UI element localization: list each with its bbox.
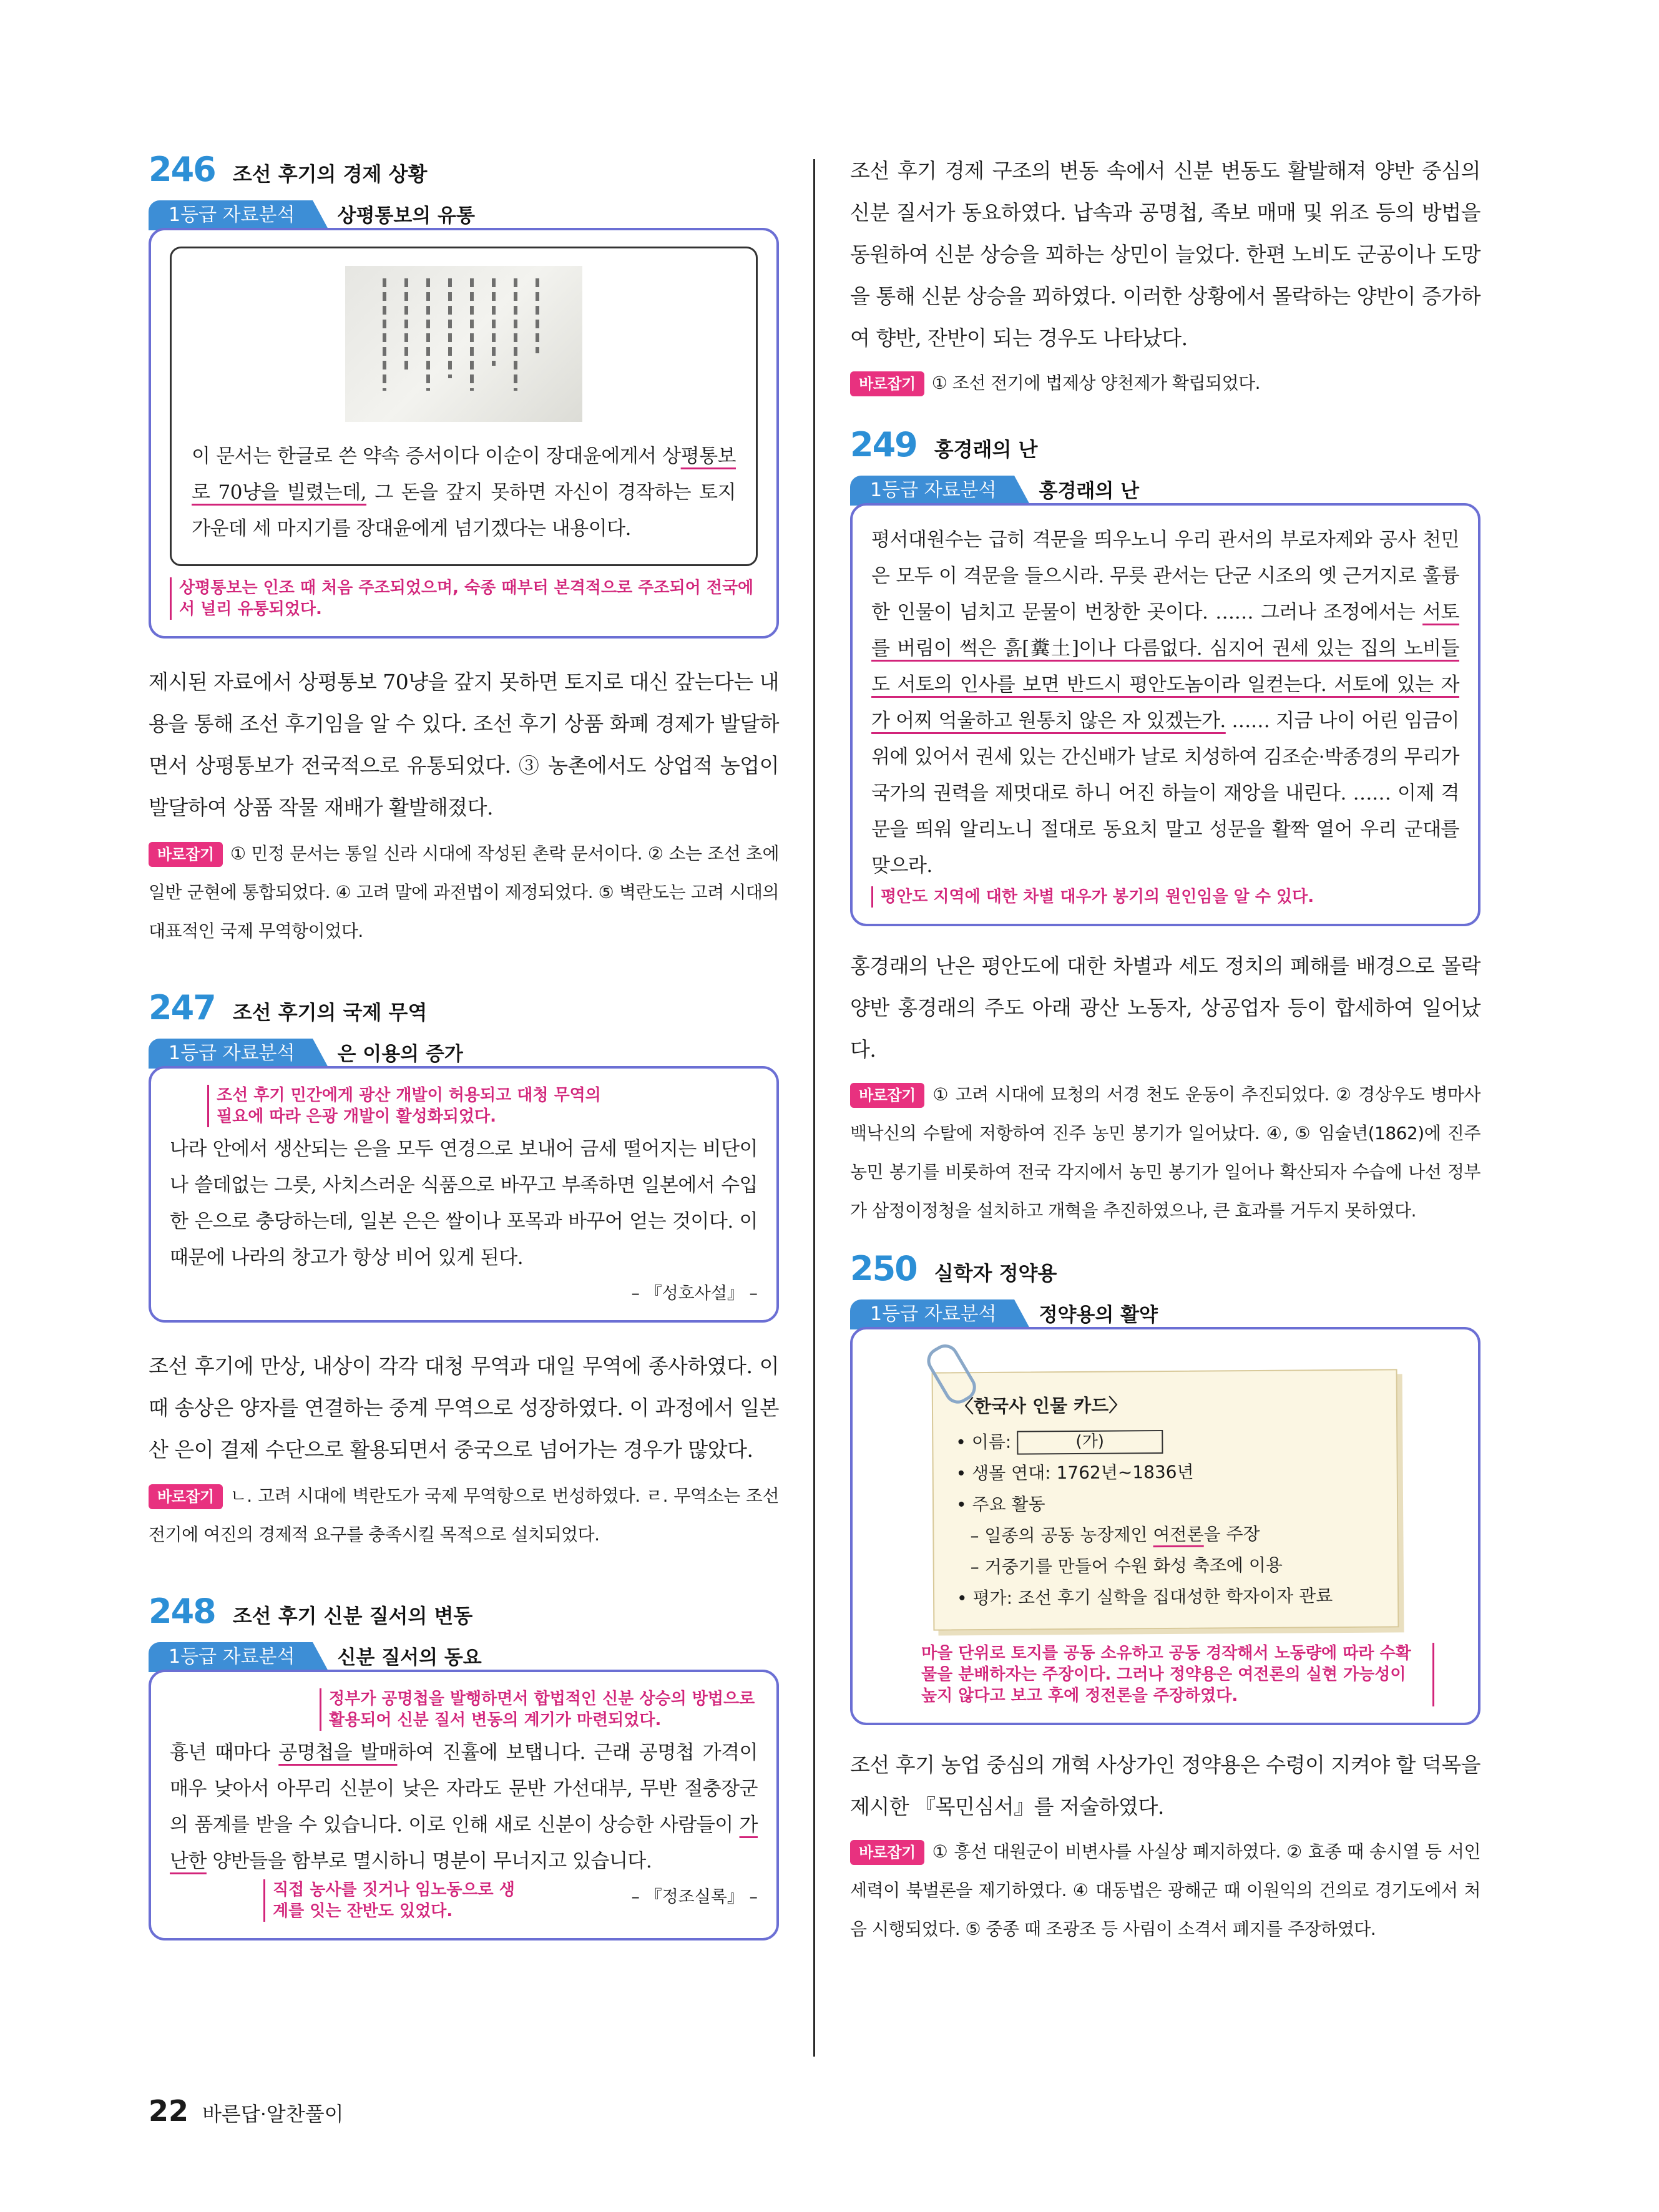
question-250	[850, 1249, 1480, 1949]
name-blank: (가)	[1017, 1430, 1163, 1455]
correction-badge: 바로잡기	[850, 1840, 924, 1865]
annotation-note: 마을 단위로 토지를 공동 소유하고 공동 경작해서 노동량에 따라 수확물을 분배하자는 주장이다. 그러나 정약용은 여전론의 실현 가능성이 높지 않다고 보고 후에 정전론을 주장하였다.	[921, 1643, 1434, 1706]
question-title: 조선 후기 신분 질서의 변동	[232, 1604, 473, 1628]
explanation-text: 조선 후기 농업 중심의 개혁 사상가인 정약용은 수령이 지켜야 할 덕목을 제시한 『목민심서』를 저술하였다.	[850, 1753, 1480, 1819]
q248-correction-block	[850, 364, 1480, 403]
source-quote: 평서대원수는 급히 격문을 띄우노니 우리 관서의 부로자제와 공사 천민은 모두 이 격문을 들으시라. 무릇 관서는 단군 시조의 옛 근거지로 훌륭한 인물이 넘치고 문물이 번창한 곳이다. …… 그러나 조정에서는 서토를 버림이 썩은 흙[糞土]이나 다름없다. 심지어 권세 있는 집의 노비들도 서토의 인사를 보면 반드시 평안도놈이라 일컫는다. 서토에 있는 자가 어찌 억울하고 원통치 않은 자 있겠는가. …… 지금 나이 어린 임금이 위에 있어서 권세 있는 간신배가 날로 치성하여 김조순·박종경의 무리가 국가의 권력을 제멋대로 하니 어진 하늘이 재앙을 내린다. …… 이제 격문을 띄워 알리노니 절대로 동요치 말고 성문을 활짝 열어 우리 군대를 맞으라.	[871, 529, 1459, 877]
analysis-box	[149, 1066, 779, 1323]
correction-badge: 바로잡기	[149, 842, 223, 867]
question-number: 249	[850, 425, 917, 464]
analysis-tag: 1등급 자료분석	[149, 1039, 313, 1069]
question-number: 247	[149, 988, 215, 1027]
correction-text: ① 흥선 대원군이 비변사를 사실상 폐지하였다. ② 효종 때 송시열 등 서인 세력이 북벌론을 제기하였다. ④ 대동법은 광해군 때 이원익의 건의로 경기도에서 처음 시행되었다. ⑤ 중종 때 조광조 등 사림이 소격서 폐지를 주장하였다.	[850, 1841, 1480, 1939]
analysis-tag: 1등급 자료분석	[850, 476, 1014, 506]
explanation-text: 제시된 자료에서 상평통보 70냥을 갚지 못하면 토지로 대신 갚는다는 내용을 통해 조선 후기임을 알 수 있다. 조선 후기 상품 화폐 경제가 발달하면서 상평통보가 전국적으로 유통되었다. ③ 농촌에서도 상업적 농업이 발달하여 상품 작물 재배가 활발해졌다.	[149, 670, 779, 820]
correction-text: ① 민정 문서는 통일 신라 시대에 작성된 촌락 문서이다. ② 소는 조선 초에 일반 군현에 통합되었다. ④ 고려 말에 과전법이 제정되었다. ⑤ 벽란도는 고려 시대의 대표적인 국제 무역항이었다.	[149, 843, 779, 941]
card-activity-2: – 거중기를 만들어 수원 화성 축조에 이용	[970, 1554, 1283, 1578]
annotation-note: 평안도 지역에 대한 차별 대우가 봉기의 원인임을 알 수 있다.	[871, 886, 1459, 908]
question-title: 홍경래의 난	[934, 438, 1038, 461]
analysis-box	[149, 1670, 779, 1940]
source-citation: – 『정조실록』 –	[631, 1887, 758, 1907]
correction-text: ① 고려 시대에 묘청의 서경 천도 운동이 추진되었다. ② 경상우도 병마사 백낙신의 수탈에 저항하여 진주 농민 봉기가 일어났다. ④, ⑤ 임술년(1862)에 진주 농민 봉기를 비롯하여 전국 각지에서 농민 봉기가 일어나 확산되자 수습에 나선 정부가 삼정이정청을 설치하고 개혁을 추진하였으나, 큰 효과를 거두지 못하였다.	[850, 1084, 1480, 1221]
question-number: 246	[149, 150, 215, 189]
analysis-box	[850, 503, 1480, 926]
column-divider	[813, 159, 815, 2057]
analysis-box	[850, 1327, 1480, 1725]
document-description: 이 문서는 한글로 쓴 약속 증서이다 이순이 장대윤에게서 상평통보로 70냥을 빌렸는데, 그 돈을 갚지 못하면 자신이 경작하는 토지 가운데 세 마지기를 장대윤에게 넘기겠다는 내용이다.	[192, 445, 736, 540]
q248-explanation-text: 조선 후기 경제 구조의 변동 속에서 신분 변동도 활발해져 양반 중심의 신분 질서가 동요하였다. 납속과 공명첩, 족보 매매 및 위조 등의 방법을 동원하여 신분 상승을 꾀하는 상민이 늘었다. 한편 노비도 군공이나 도망을 통해 신분 상승을 꾀하였다. 이러한 상황에서 몰락하는 양반이 증가하여 향반, 잔반이 되는 경우도 나타났다.	[850, 159, 1480, 350]
right-column	[850, 150, 1480, 1949]
analysis-box	[149, 228, 779, 639]
analysis-subtitle: 정약용의 활약	[1039, 1304, 1158, 1326]
card-activity-1: – 일종의 공동 농장제인 여전론을 주장	[970, 1523, 1260, 1547]
page-footer	[149, 2094, 344, 2128]
source-quote: 흉년 때마다 공명첩을 발매하여 진휼에 보탭니다. 근래 공명첩 가격이 매우 낮아서 아무리 신분이 낮은 자라도 문반 가선대부, 무반 절충장군의 품계를 받을 수 있습니다. 이로 인해 새로 신분이 상승한 사람들이 가난한 양반들을 함부로 멸시하니 명분이 무너지고 있습니다.	[170, 1741, 758, 1872]
correction-badge: 바로잡기	[149, 1484, 223, 1509]
correction-text: ㄴ. 고려 시대에 벽란도가 국제 무역항으로 번성하였다. ㄹ. 무역소는 조선 전기에 여진의 경제적 요구를 충족시킬 목적으로 설치되었다.	[149, 1485, 779, 1545]
analysis-subtitle: 상평통보의 유통	[337, 205, 475, 227]
question-249	[850, 425, 1480, 1230]
question-title: 실학자 정약용	[934, 1261, 1057, 1285]
annotation-note: 상평통보는 인조 때 처음 주조되었으며, 숙종 때부터 본격적으로 주조되어 전국에서 널리 유통되었다.	[170, 577, 758, 620]
correction-block	[149, 1477, 779, 1554]
card-title: 〈한국사 인물 카드〉	[955, 1394, 1127, 1417]
analysis-tag: 1등급 자료분석	[149, 200, 313, 230]
analysis-subtitle: 은 이용의 증가	[337, 1043, 463, 1065]
correction-badge: 바로잡기	[850, 1083, 924, 1108]
question-title: 조선 후기의 경제 상황	[232, 162, 428, 186]
question-247	[149, 988, 779, 1554]
analysis-subtitle: 홍경래의 난	[1039, 480, 1140, 502]
figure-card	[932, 1369, 1399, 1630]
question-number: 250	[850, 1249, 917, 1288]
analysis-tag: 1등급 자료분석	[850, 1299, 1014, 1329]
footer-label: 바른답·알찬풀이	[202, 2102, 344, 2126]
correction-block	[149, 834, 779, 951]
left-column	[149, 150, 779, 1940]
correction-text: ① 조선 전기에 법제상 양천제가 확립되었다.	[931, 373, 1261, 393]
annotation-note-top: 정부가 공명첩을 발행하면서 합법적인 신분 상승의 방법으로 활용되어 신분 질서 변동의 계기가 마련되었다.	[320, 1688, 760, 1731]
source-quote: 나라 안에서 생산되는 은을 모두 연경으로 보내어 금세 떨어지는 비단이나 쓸데없는 그릇, 사치스러운 식품으로 바꾸고 부족하면 일본에서 수입한 은으로 충당하는데, 일본 은은 쌀이나 포목과 바꾸어 얻는 것이다. 이 때문에 나라의 창고가 항상 비어 있게 된다.	[170, 1138, 758, 1269]
source-citation: – 『성호사설』 –	[631, 1284, 758, 1303]
analysis-subtitle: 신분 질서의 동요	[337, 1647, 482, 1669]
card-name-row: • 이름: (가)	[956, 1424, 1374, 1459]
card-years: • 생몰 연대: 1762년~1836년	[956, 1461, 1194, 1484]
page-number: 22	[149, 2094, 189, 2128]
question-title: 조선 후기의 국제 무역	[232, 1001, 428, 1024]
explanation-text: 홍경래의 난은 평안도에 대한 차별과 세도 정치의 폐해를 배경으로 몰락 양반 홍경래의 주도 아래 광산 노동자, 상공업자 등이 합세하여 일어났다.	[850, 954, 1480, 1062]
explanation-text: 조선 후기에 만상, 내상이 각각 대청 무역과 대일 무역에 종사하였다. 이때 송상은 양자를 연결하는 중계 무역으로 성장하였다. 이 과정에서 일본산 은이 결제 수단으로 활용되면서 중국으로 넘어가는 경우가 많았다.	[149, 1354, 779, 1462]
correction-block	[850, 1075, 1480, 1230]
question-248	[149, 1592, 779, 1940]
document-frame	[170, 247, 758, 566]
analysis-tag: 1등급 자료분석	[149, 1642, 313, 1672]
annotation-note-bottom: 직접 농사를 짓거나 임노동으로 생계를 잇는 잔반도 있었다.	[263, 1879, 516, 1922]
question-number: 248	[149, 1592, 215, 1631]
annotation-note: 조선 후기 민간에게 광산 개발이 허용되고 대청 무역의 필요에 따라 은광 개발이 활성화되었다.	[207, 1085, 604, 1127]
card-activities-label: • 주요 활동	[956, 1494, 1045, 1515]
promissory-note-image	[345, 266, 582, 422]
question-246	[149, 150, 779, 951]
correction-badge: 바로잡기	[850, 371, 924, 396]
correction-block	[850, 1833, 1480, 1949]
card-evaluation: • 평가: 조선 후기 실학을 집대성한 학자이자 관료	[956, 1585, 1333, 1609]
